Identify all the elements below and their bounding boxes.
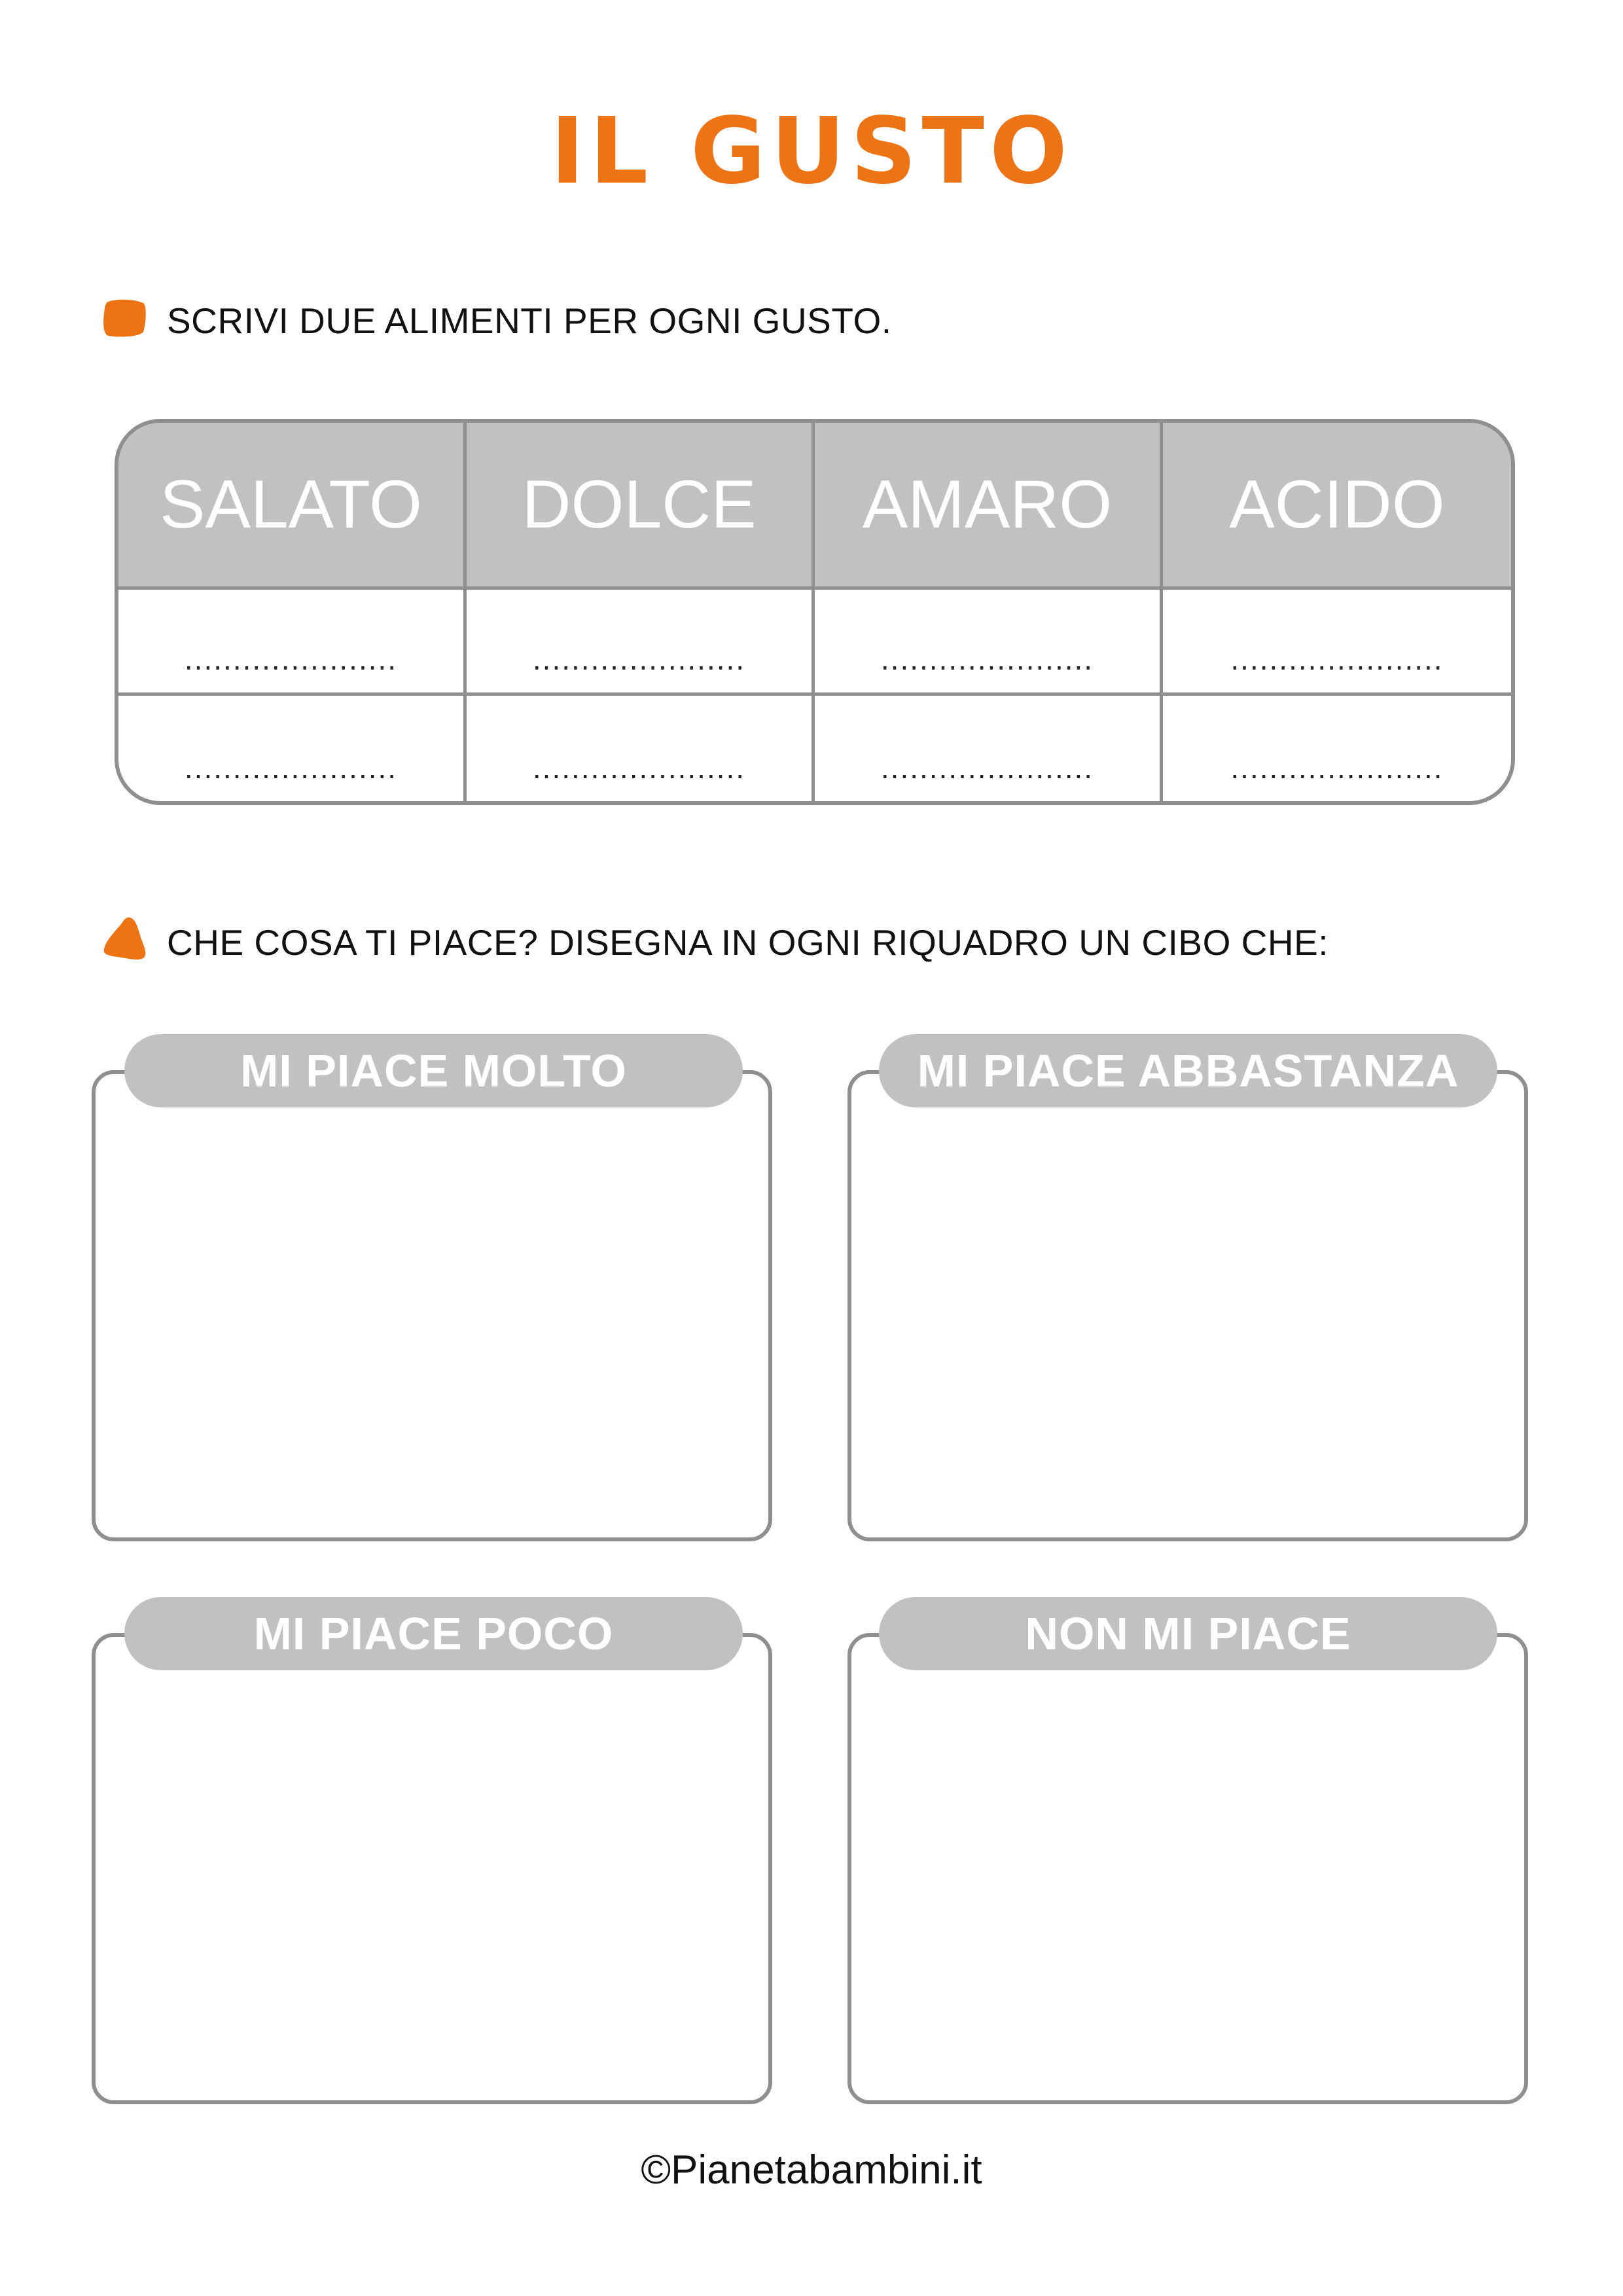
answer-field[interactable]: ...................... xyxy=(467,590,815,696)
header-acido: ACIDO xyxy=(1163,423,1511,590)
header-amaro: AMARO xyxy=(815,423,1163,590)
box-label-mi-piace-abbastanza: MI PIACE ABBASTANZA xyxy=(879,1034,1497,1107)
answer-field[interactable]: ...................... xyxy=(467,696,815,802)
answer-field[interactable]: ...................... xyxy=(1230,751,1444,785)
header-salato: SALATO xyxy=(118,423,467,590)
box-label-non-mi-piace: NON MI PIACE xyxy=(879,1597,1497,1670)
drawing-box-non-mi-piace[interactable] xyxy=(847,1633,1528,2104)
drawing-box-mi-piace-abbastanza[interactable] xyxy=(847,1070,1528,1541)
answer-field[interactable]: ...................... xyxy=(815,696,1163,802)
drawing-box-mi-piace-poco[interactable] xyxy=(92,1633,772,2104)
answer-field[interactable]: ...................... xyxy=(1163,590,1511,696)
drawing-box-mi-piace-molto[interactable] xyxy=(92,1070,772,1541)
orange-square-bullet-icon xyxy=(101,298,147,338)
box-label-mi-piace-molto: MI PIACE MOLTO xyxy=(124,1034,743,1107)
footer-copyright: ©Pianetabambini.it xyxy=(641,2147,982,2193)
section1-instruction: SCRIVI DUE ALIMENTI PER OGNI GUSTO. xyxy=(167,300,892,341)
page-title: IL GUSTO xyxy=(550,98,1073,205)
box-label-mi-piace-poco: MI PIACE POCO xyxy=(124,1597,743,1670)
taste-table xyxy=(115,419,1515,805)
header-dolce: DOLCE xyxy=(467,423,815,590)
section2-instruction: CHE COSA TI PIACE? DISEGNA IN OGNI RIQUADRO UN CIBO CHE: xyxy=(167,922,1329,963)
answer-field[interactable]: ...................... xyxy=(118,590,467,696)
answer-field[interactable]: ...................... xyxy=(118,696,467,802)
answer-field[interactable]: ...................... xyxy=(815,590,1163,696)
orange-blob-bullet-icon xyxy=(101,915,149,962)
